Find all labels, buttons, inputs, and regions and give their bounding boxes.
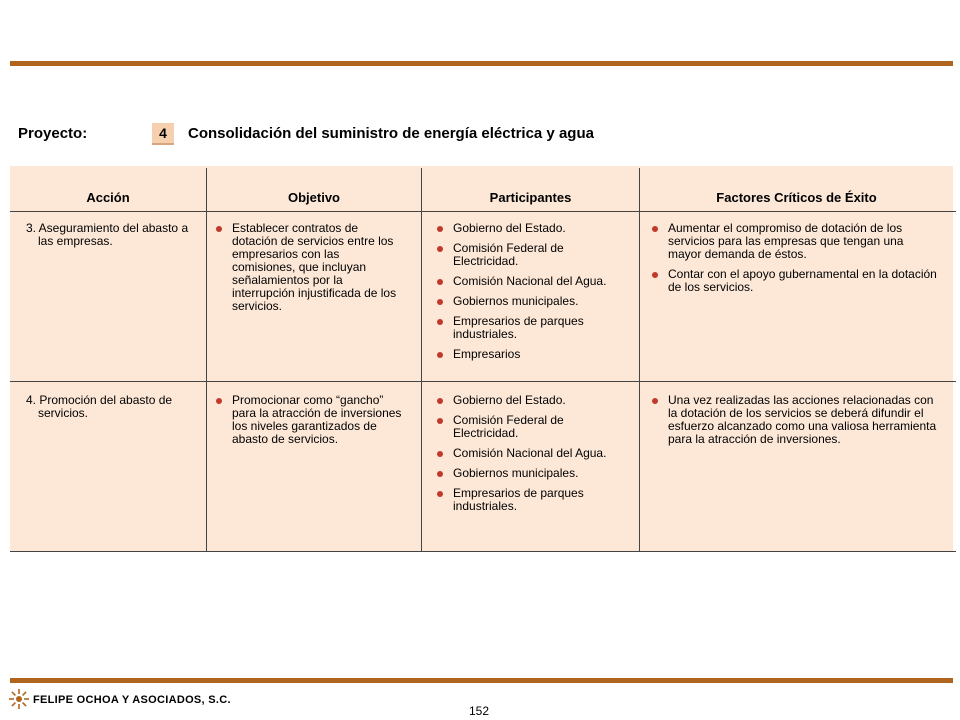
row1-factores [650, 222, 940, 301]
list-item: Gobierno del Estado. [435, 222, 631, 235]
project-title: Consolidación del suministro de energía eléctrica y agua [188, 125, 594, 142]
list-item: Gobierno del Estado. [435, 394, 631, 407]
list-item: Comisión Nacional del Agua. [435, 447, 631, 460]
row2-factores [650, 394, 940, 453]
row1-accion: 3. Aseguramiento del abasto a las empresas. [26, 221, 189, 248]
project-number-badge: 4 [152, 123, 174, 145]
list-item: Aumentar el compromiso de dotación de los servicios para las empresas que tengan una mayor demanda de éstos. [650, 222, 940, 261]
header-accion: Acción [86, 190, 130, 205]
project-label: Proyecto: [18, 125, 88, 142]
header-participantes: Participantes [489, 190, 572, 205]
row-divider [10, 381, 956, 382]
list-item: Gobiernos municipales. [435, 295, 631, 308]
list-item: Contar con el apoyo gubernamental en la dotación de los servicios. [650, 268, 940, 294]
bottom-rule [10, 678, 953, 683]
list-item: Comisión Nacional del Agua. [435, 275, 631, 288]
header-objetivo: Objetivo [287, 190, 340, 205]
list-item: Empresarios [435, 348, 631, 361]
header-divider [10, 211, 956, 212]
table-bottom-border [10, 551, 956, 552]
list-item: Empresarios de parques industriales. [435, 315, 631, 341]
row2-participantes [435, 394, 631, 520]
list-item: Gobiernos municipales. [435, 467, 631, 480]
list-item: Empresarios de parques industriales. [435, 487, 631, 513]
page-number: 152 [469, 704, 490, 718]
column-divider [206, 168, 207, 552]
column-divider [421, 168, 422, 552]
top-rule [10, 61, 953, 66]
header-factores: Factores Críticos de Éxito [716, 190, 877, 205]
row1-objetivo [214, 222, 404, 320]
list-item: Comisión Federal de Electricidad. [435, 414, 631, 440]
list-item: Promocionar como “gancho” para la atracción de inversiones los niveles garantizados de abasto de servicios. [214, 394, 404, 446]
row2-objetivo [214, 394, 404, 453]
list-item: Comisión Federal de Electricidad. [435, 242, 631, 268]
company-name: FELIPE OCHOA Y ASOCIADOS, S.C. [33, 694, 231, 706]
company-logo-icon [8, 688, 30, 710]
list-item: Una vez realizadas las acciones relacionadas con la dotación de los servicios se deberá difundir el esfuerzo alcanzado como una valiosa herramienta para la atracción de inversiones. [650, 394, 940, 446]
column-divider [639, 168, 640, 552]
row2-accion: 4. Promoción del abasto de servicios. [26, 393, 173, 420]
list-item: Establecer contratos de dotación de servicios entre los empresarios con las comisiones, que incluyan señalamientos por la interrupción injustificada de los servicios. [214, 222, 404, 313]
row1-participantes [435, 222, 631, 368]
